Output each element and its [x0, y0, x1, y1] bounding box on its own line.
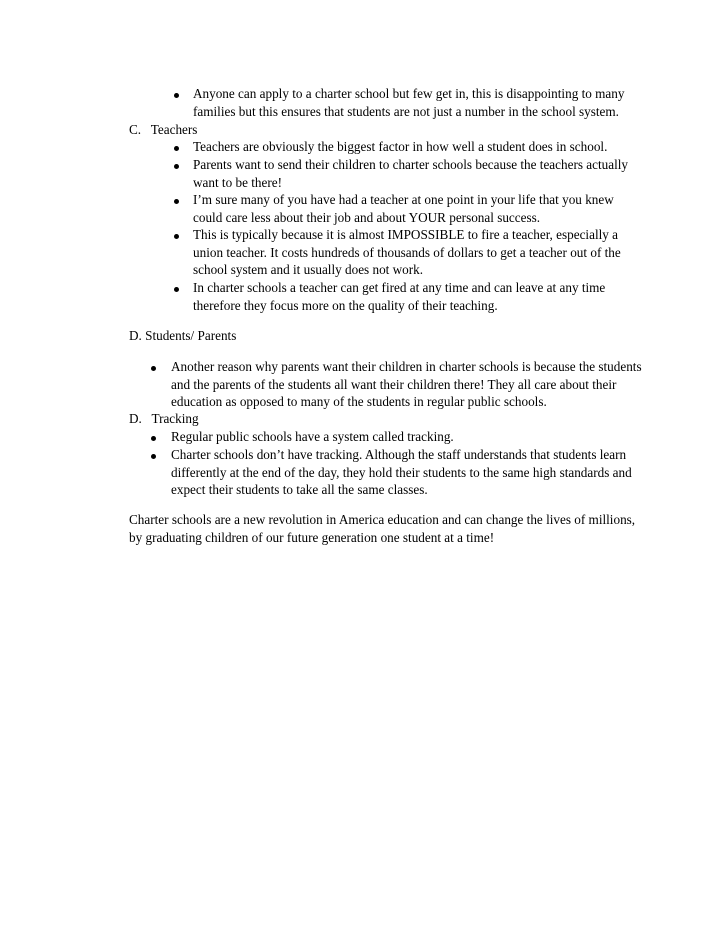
- bullet-icon: [174, 199, 179, 204]
- bullet-icon: [174, 164, 179, 169]
- conclusion-paragraph: Charter schools are a new revolution in America education and can change the lives of millions, by graduating children of our future generation one student at a time!: [129, 512, 636, 545]
- bullet-icon: [151, 454, 156, 459]
- bullet-icon: [151, 366, 156, 371]
- bullet-item-d2-2: Charter schools don’t have tracking. Although the staff understands that students learn differently at the end of the day, they hold their students to the same high standards and expect their students to take all the same classes.: [171, 447, 632, 497]
- bullet-item-c-3: I’m sure many of you have had a teacher at one point in your life that you knew could care less about their job and about YOUR personal success.: [193, 192, 614, 225]
- bullet-item-c-1: Teachers are obviously the biggest factor in how well a student does in school.: [193, 139, 608, 154]
- heading-teachers: C. Teachers: [129, 122, 198, 137]
- bullet-icon: [174, 287, 179, 292]
- bullet-icon: [174, 93, 179, 98]
- bullet-icon: [151, 436, 156, 441]
- bullet-item-d1-1: Another reason why parents want their children in charter schools is because the students and the parents of the students all want their children there! They all care about their education as opposed to many of the students in regular public schools.: [171, 359, 642, 409]
- bullet-item-b-1: Anyone can apply to a charter school but few get in, this is disappointing to many families but this ensures that students are not just a number in the school system.: [193, 86, 625, 119]
- bullet-icon: [174, 146, 179, 151]
- heading-students-parents: D. Students/ Parents: [129, 328, 237, 343]
- bullet-item-c-2: Parents want to send their children to charter schools because the teachers actually want to be there!: [193, 157, 629, 190]
- bullet-icon: [174, 234, 179, 239]
- heading-tracking: D. Tracking: [129, 411, 199, 426]
- bullet-item-d2-1: Regular public schools have a system called tracking.: [171, 429, 454, 444]
- bullet-item-c-5: In charter schools a teacher can get fired at any time and can leave at any time therefore they focus more on the quality of their teaching.: [193, 280, 606, 313]
- bullet-item-c-4: This is typically because it is almost IMPOSSIBLE to fire a teacher, especially a union teacher. It costs hundreds of thousands of dollars to get a teacher out of the school system and it usually does not work.: [193, 227, 621, 277]
